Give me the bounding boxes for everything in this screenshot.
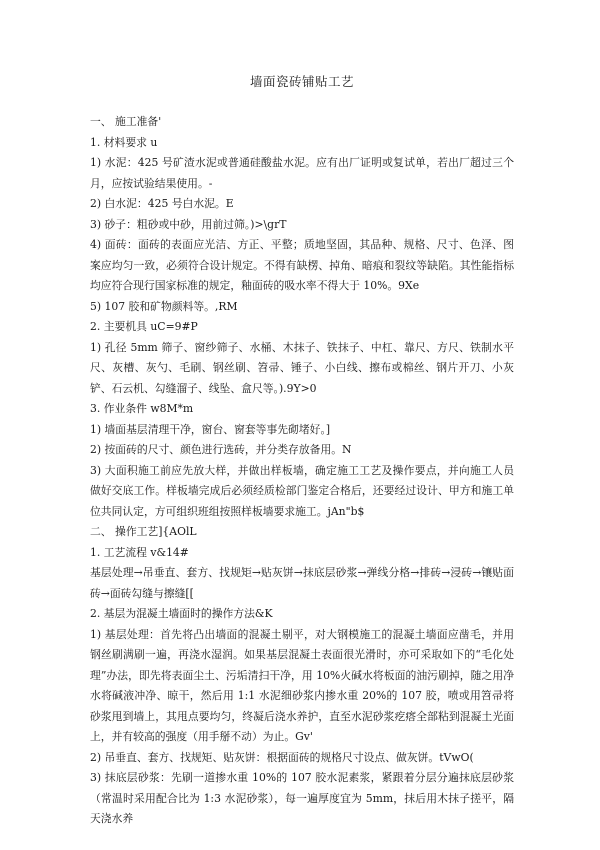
paragraph: 1) 墙面基层清理干净，窗台、窗套等事先砌堵好。]	[90, 422, 331, 436]
process-flow: 基层处理→吊垂直、套方、找规矩→贴灰饼→抹底层砂浆→弹线分格→排砖→浸砖→镶贴面砖→面砖勾缝与擦缝[[	[90, 566, 514, 600]
document-title: 墙面瓷砖铺贴工艺	[249, 74, 354, 89]
paragraph: 1) 水泥：425 号矿渣水泥或普通硅酸盐水泥。应有出厂证明或复试单，若出厂超过三个月，应按试验结果使用。-	[90, 156, 514, 190]
subsection-heading: 1. 材料要求 u	[90, 135, 158, 149]
paragraph: 4) 面砖：面砖的表面应光洁、方正、平整；质地坚固，其品种、规格、尺寸、色泽、图案应均匀一致，必须符合设计规定。不得有缺楞、掉角、暗痕和裂纹等缺陷。其性能指标均应符合现行国家标准的规定，釉面砖的吸水率不得大于 10%。9Xe	[90, 238, 514, 292]
section-heading: 一、 施工准备'	[90, 115, 162, 128]
paragraph: 2) 白水泥：425 号白水泥。E	[90, 197, 234, 210]
subsection-heading: 2. 主要机具 uC=9#P	[90, 320, 198, 333]
paragraph: 3) 抹底层砂浆：先刷一道掺水重 10%的 107 胶水泥素浆，紧跟着分层分遍抹底层砂浆（常温时采用配合比为 1:3 水泥砂浆），每一遍厚度宜为 5mm，抹后用木抹子搓平，隔天浇水养	[90, 771, 514, 825]
paragraph: 2) 吊垂直、套方、找规矩、贴灰饼：根据面砖的规格尺寸设点、做灰饼。tVwO(	[90, 750, 474, 764]
paragraph: 5) 107 胶和矿物颜料等。,RM	[90, 299, 238, 313]
section-heading: 二、 操作工艺]{AOlL	[90, 525, 197, 538]
paragraph: 1) 基层处理：首先将凸出墙面的混凝土剔平，对大钢模施工的混凝土墙面应凿毛，并用钢丝刷满刷一遍，再浇水湿润。如果基层混凝土表面很光滑时，亦可采取如下的“毛化处理”办法，即先将表面尘土、污垢清扫干净，用 10%火碱水将板面的油污刷掉，随之用净水将碱液冲净、晾干，然后用 1:1 水泥细砂浆内掺水重 20%的 107 胶，喷或用笤帚将砂浆甩到墙上，其甩点要均匀，终凝后浇水养护，直至水泥砂浆疙瘩全部粘到混凝土光面上，并有较高的强度（用手掰不动）为止。Gv'	[90, 627, 514, 743]
paragraph: 2) 按面砖的尺寸、颜色进行选砖，并分类存放备用。N	[90, 443, 352, 456]
subsection-heading: 3. 作业条件 w8M*m	[90, 402, 194, 415]
subsection-heading: 1. 工艺流程 v&14#	[90, 545, 189, 559]
paragraph: 1) 孔径 5mm 筛子、窗纱筛子、水桶、木抹子、铁抹子、中杠、靠尺、方尺、铁制水平尺、灰槽、灰勺、毛刷、钢丝刷、笤帚、锤子、小白线、擦布或棉丝、钢片开刀、小灰铲、石云机、勾缝溜子、线坠、盒尺等。).9Y>0	[90, 340, 514, 395]
subsection-heading: 2. 基层为混凝土墙面时的操作方法&K	[90, 607, 273, 620]
paragraph: 3) 大面积施工前应先放大样，并做出样板墙，确定施工工艺及操作要点，并向施工人员做好交底工作。样板墙完成后必须经质检部门鉴定合格后，还要经过设计、甲方和施工单位共同认定，方可组织班组按照样板墙要求施工。jAn"b$	[90, 463, 514, 518]
paragraph: 3) 砂子：粗砂或中砂，用前过筛。)>\grT	[90, 217, 287, 231]
